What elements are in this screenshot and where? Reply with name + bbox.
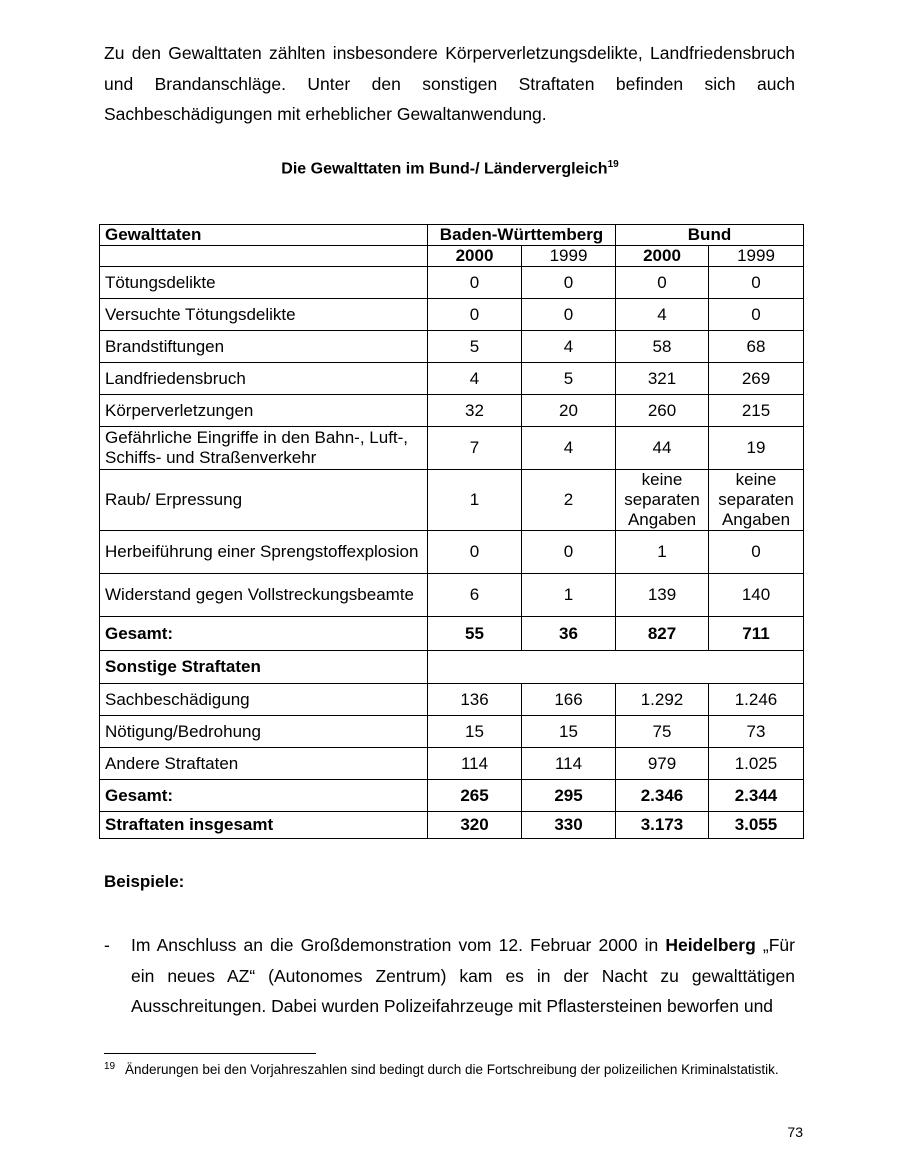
table-row	[100, 812, 804, 839]
footnote-divider	[104, 1053, 316, 1054]
row-label: Gefährliche Eingriffe in den Bahn-, Luft-, Schiffs- und Straßenverkehr	[100, 427, 428, 470]
row-label: Raub/ Erpressung	[100, 470, 428, 531]
row-value: 140	[709, 574, 804, 617]
row-value: 979	[616, 748, 709, 780]
row-value: 3.173	[616, 812, 709, 839]
row-value: 15	[428, 716, 522, 748]
row-value: 166	[522, 684, 616, 716]
row-label: Widerstand gegen Vollstreckungsbeamte	[100, 574, 428, 617]
example-text-pre: Im Anschluss an die Großdemonstration vom 12. Februar 2000 in	[131, 935, 666, 955]
row-value: 4	[522, 331, 616, 363]
row-label: Gesamt:	[100, 780, 428, 812]
row-label: Straftaten insgesamt	[100, 812, 428, 839]
row-label: Landfriedensbruch	[100, 363, 428, 395]
table-year-row	[100, 246, 804, 267]
row-value: 3.055	[709, 812, 804, 839]
row-value: 139	[616, 574, 709, 617]
row-value: keine separaten Angaben	[709, 470, 804, 531]
row-label: Körperverletzungen	[100, 395, 428, 427]
row-label: Herbeiführung einer Sprengstoffexplosion	[100, 531, 428, 574]
table-row	[100, 617, 804, 651]
row-value: 4	[428, 363, 522, 395]
row-value: 15	[522, 716, 616, 748]
table-row	[100, 299, 804, 331]
row-value: 1	[428, 470, 522, 531]
row-value: 0	[522, 299, 616, 331]
row-value: 215	[709, 395, 804, 427]
section-label: Sonstige Straftaten	[100, 651, 428, 684]
row-value: 321	[616, 363, 709, 395]
row-value: 0	[709, 531, 804, 574]
table-header-row	[100, 225, 804, 246]
table-row	[100, 395, 804, 427]
year-bw-1999: 1999	[522, 246, 616, 267]
row-value: 711	[709, 617, 804, 651]
row-value: 44	[616, 427, 709, 470]
row-value: 0	[428, 267, 522, 299]
row-value: 73	[709, 716, 804, 748]
row-value: 19	[709, 427, 804, 470]
year-bw-2000: 2000	[428, 246, 522, 267]
row-value: 2.344	[709, 780, 804, 812]
row-value: 1.025	[709, 748, 804, 780]
bullet-dash: -	[104, 935, 110, 955]
header-col-label: Gewalttaten	[100, 225, 428, 246]
header-group-bw: Baden-Württemberg	[428, 225, 616, 246]
row-value: 0	[428, 299, 522, 331]
table-row	[100, 363, 804, 395]
row-value: 58	[616, 331, 709, 363]
row-value: 0	[616, 267, 709, 299]
example-text-city: Heidelberg	[665, 935, 756, 955]
row-value: 2	[522, 470, 616, 531]
row-value: 68	[709, 331, 804, 363]
row-value: keine separaten Angaben	[616, 470, 709, 531]
row-value: 1	[522, 574, 616, 617]
row-value: 4	[522, 427, 616, 470]
row-value: 1.292	[616, 684, 709, 716]
row-value: 269	[709, 363, 804, 395]
violence-statistics-table	[99, 224, 804, 839]
footnote	[104, 1061, 795, 1079]
row-label: Gesamt:	[100, 617, 428, 651]
row-value: 0	[522, 267, 616, 299]
table-section-row	[100, 651, 804, 684]
row-value: 0	[709, 267, 804, 299]
table-row	[100, 267, 804, 299]
footnote-number: 19	[104, 1061, 116, 1072]
row-label: Versuchte Tötungsdelikte	[100, 299, 428, 331]
row-value: 5	[522, 363, 616, 395]
table-row	[100, 574, 804, 617]
table-title-text: Die Gewalttaten im Bund-/ Ländervergleich	[281, 160, 608, 178]
table-row	[100, 531, 804, 574]
row-value: 2.346	[616, 780, 709, 812]
row-value: 75	[616, 716, 709, 748]
row-value: 36	[522, 617, 616, 651]
row-value: 260	[616, 395, 709, 427]
example-text	[131, 930, 795, 1022]
page-number: 73	[787, 1124, 803, 1140]
footnote-text: Änderungen bei den Vorjahreszahlen sind bedingt durch die Fortschreibung der polizeilichen Kriminalstatistik.	[125, 1062, 779, 1077]
row-label: Nötigung/Bedrohung	[100, 716, 428, 748]
row-value: 0	[428, 531, 522, 574]
row-value: 32	[428, 395, 522, 427]
row-value: 7	[428, 427, 522, 470]
row-label: Brandstiftungen	[100, 331, 428, 363]
row-value: 4	[616, 299, 709, 331]
row-value: 136	[428, 684, 522, 716]
table-row	[100, 427, 804, 470]
row-value: 0	[522, 531, 616, 574]
row-value: 55	[428, 617, 522, 651]
table-row	[100, 780, 804, 812]
row-value: 330	[522, 812, 616, 839]
row-value: 1	[616, 531, 709, 574]
row-value: 827	[616, 617, 709, 651]
row-label: Tötungsdelikte	[100, 267, 428, 299]
section-blank	[428, 651, 804, 684]
table-row	[100, 470, 804, 531]
table-row	[100, 684, 804, 716]
row-label: Andere Straftaten	[100, 748, 428, 780]
row-label: Sachbeschädigung	[100, 684, 428, 716]
row-value: 114	[522, 748, 616, 780]
table-title	[0, 159, 900, 178]
table-row	[100, 331, 804, 363]
row-value: 295	[522, 780, 616, 812]
year-bund-1999: 1999	[709, 246, 804, 267]
row-value: 6	[428, 574, 522, 617]
examples-heading: Beispiele:	[104, 872, 185, 891]
intro-paragraph: Zu den Gewalttaten zählten insbesondere Körperverletzungsdelikte, Landfriedensbruch und Brandanschläge. Unter den sonstigen Straftaten befinden sich auch Sachbeschädigungen mit erheblicher Gewaltanwendung.	[104, 43, 795, 124]
example-list-item	[104, 930, 795, 1022]
example-text-post: „Für ein neues AZ“ (Autonomes Zentrum) kam es in der Nacht zu gewalttätigen Ausschreitungen. Dabei wurden Polizeifahrzeuge mit Pflastersteinen beworfen und	[131, 935, 795, 1016]
header-group-bund: Bund	[616, 225, 804, 246]
table-row	[100, 716, 804, 748]
row-value: 320	[428, 812, 522, 839]
year-bund-2000: 2000	[616, 246, 709, 267]
row-value: 1.246	[709, 684, 804, 716]
row-value: 5	[428, 331, 522, 363]
row-value: 20	[522, 395, 616, 427]
row-value: 265	[428, 780, 522, 812]
table-title-footnote-ref: 19	[607, 159, 619, 170]
table-row	[100, 748, 804, 780]
row-value: 114	[428, 748, 522, 780]
row-value: 0	[709, 299, 804, 331]
year-row-blank	[100, 246, 428, 267]
